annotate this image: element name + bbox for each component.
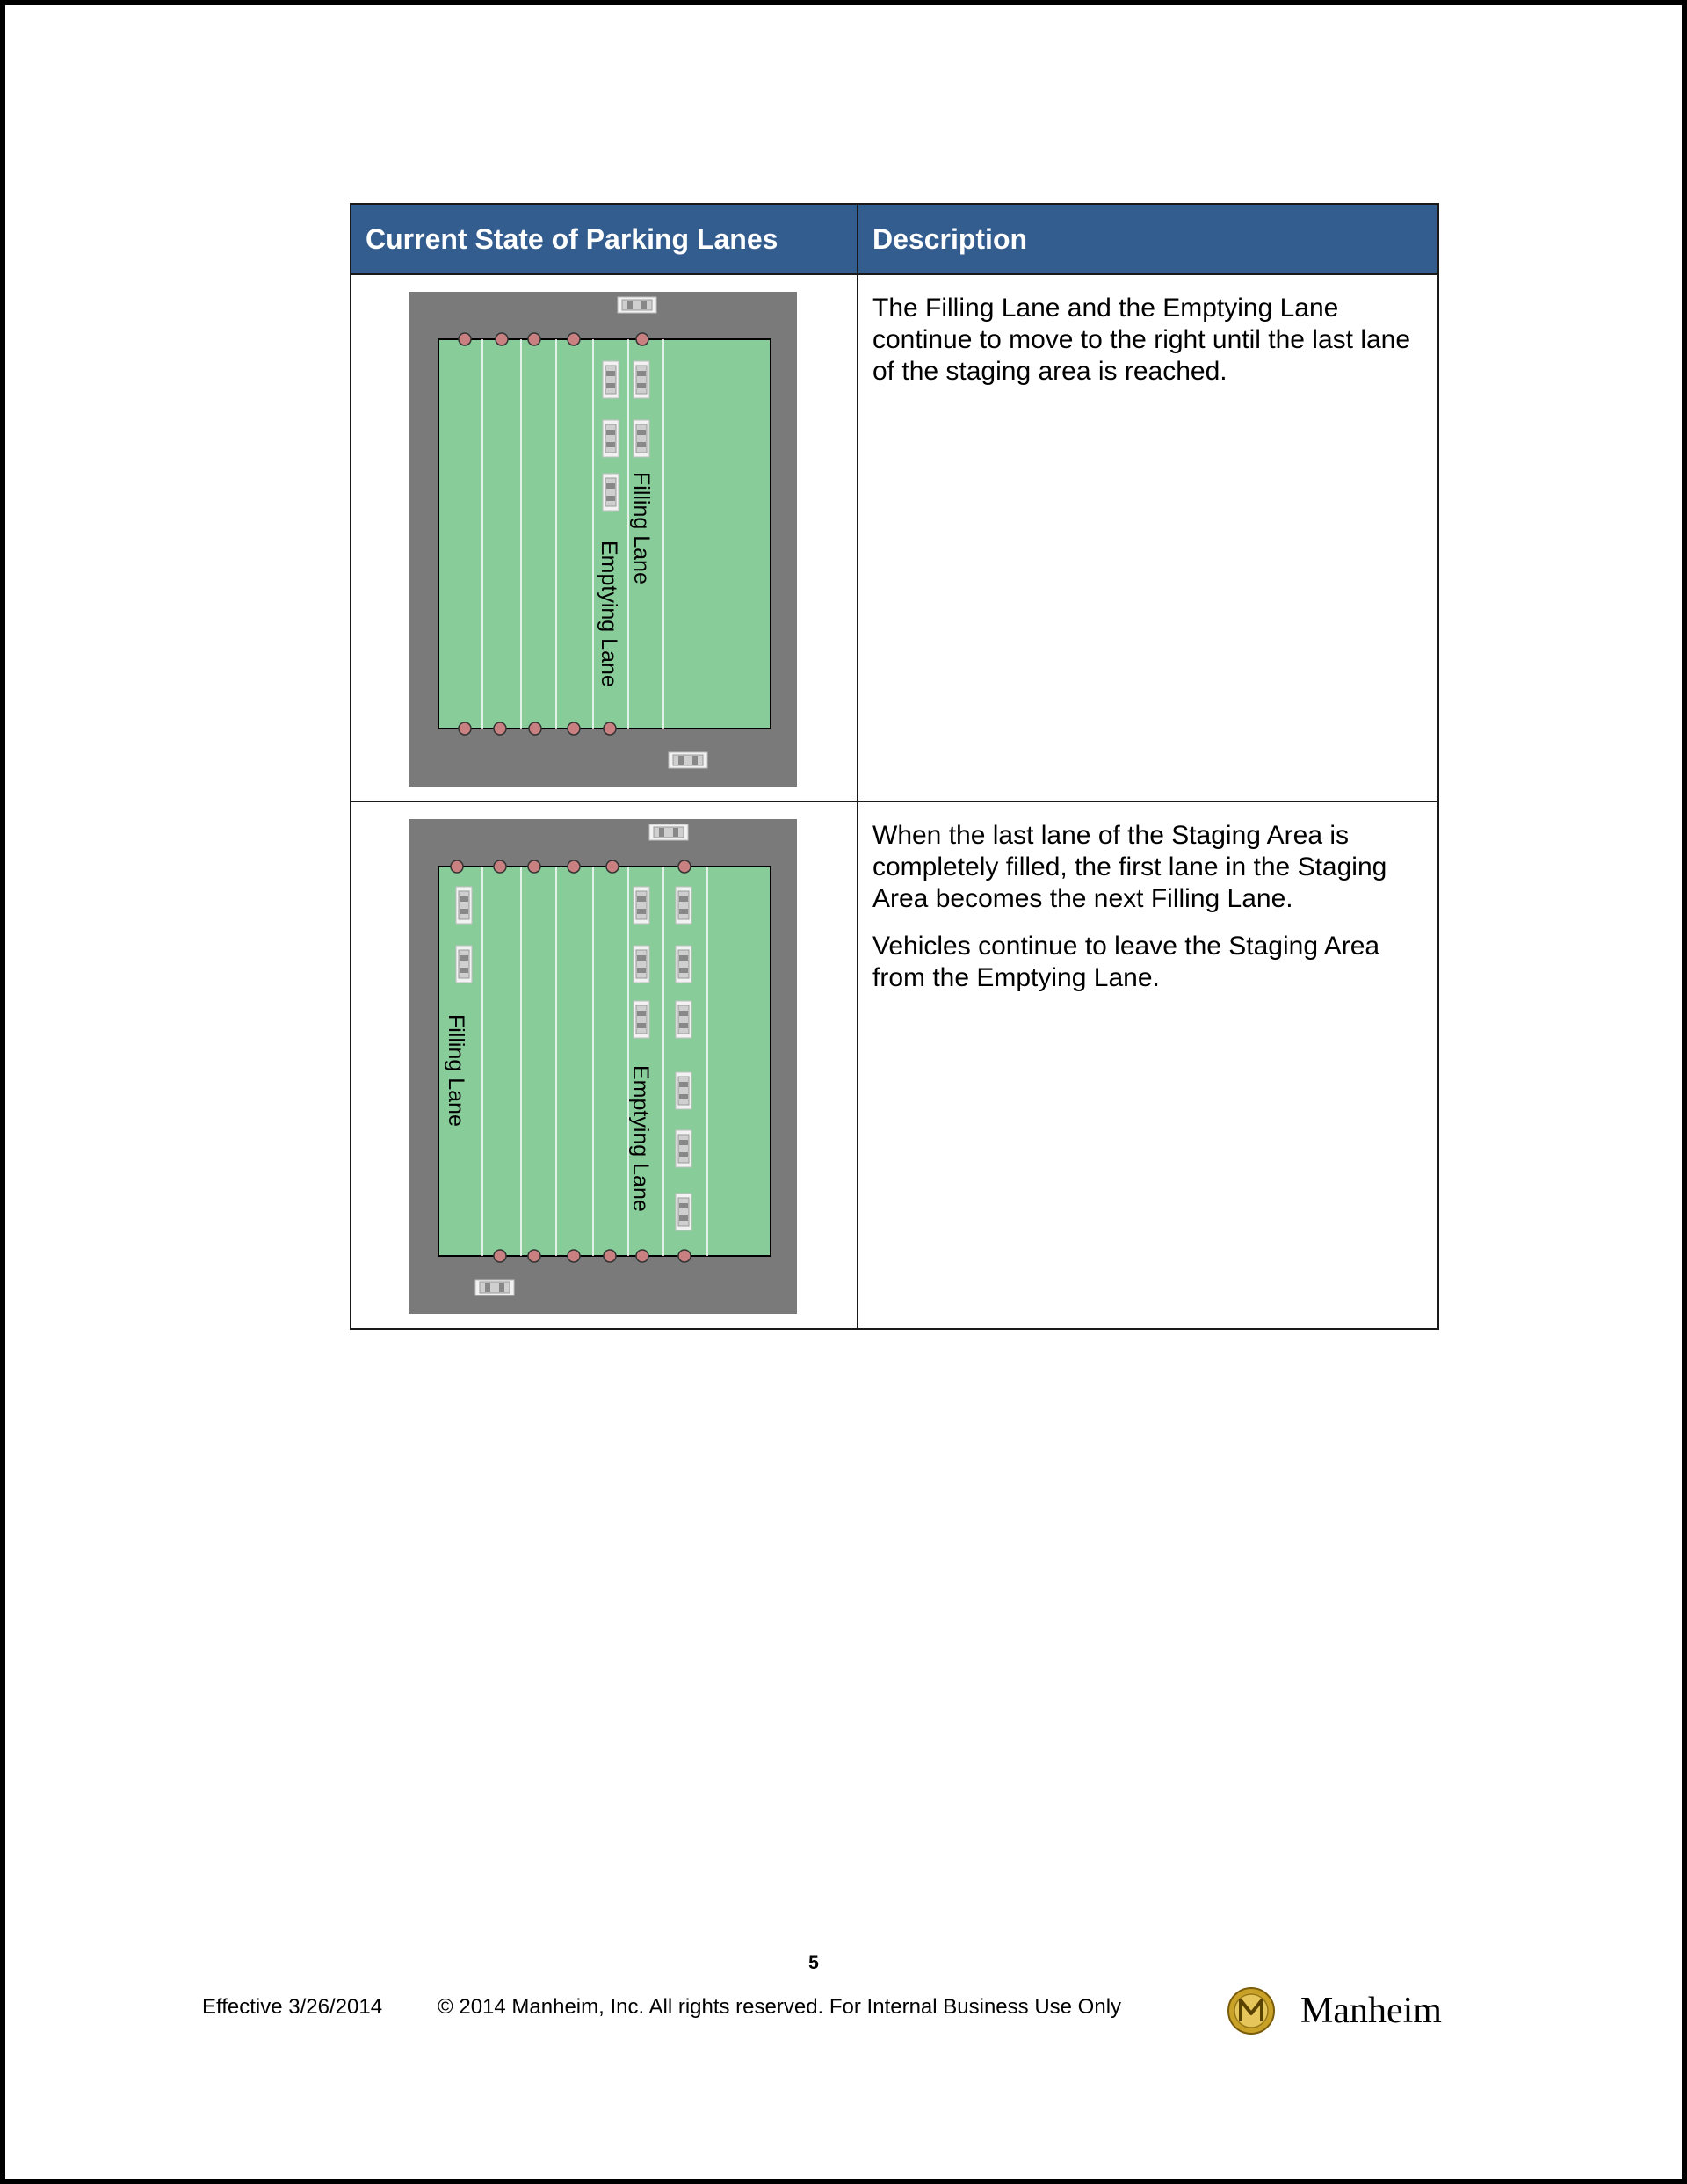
diagram-cell	[351, 274, 858, 802]
table-row	[351, 802, 1438, 1329]
description-cell	[858, 274, 1438, 802]
header-current-state: Current State of Parking Lanes	[351, 204, 858, 274]
table-header-row	[351, 204, 1438, 274]
description-cell	[858, 802, 1438, 1329]
filling-lane-label: Filling Lane	[629, 472, 654, 584]
description-text: When the last lane of the Staging Area is completely filled, the first lane in the Staging Area becomes the next Filling Lane.	[872, 821, 1387, 913]
diagram-cell	[351, 802, 858, 1329]
staging-area-diagram-2	[409, 819, 797, 1314]
footer-effective-date: Effective 3/26/2014	[202, 1995, 383, 2019]
staging-area	[438, 867, 771, 1256]
parking-lanes-table	[350, 203, 1439, 1330]
manheim-logo	[1227, 1984, 1442, 2037]
description-text: The Filling Lane and the Emptying Lane continue to move to the right until the last lane of the staging area is reached.	[872, 294, 1411, 386]
table-row	[351, 274, 1438, 802]
manheim-logo-text: Manheim	[1300, 1991, 1442, 2031]
staging-area-diagram-1	[409, 292, 797, 787]
manheim-emblem-icon	[1227, 1986, 1276, 2035]
page-number: 5	[808, 1953, 819, 1973]
footer-copyright: © 2014 Manheim, Inc. All rights reserved. For Internal Business Use Only	[438, 1995, 1122, 2019]
description-text: Vehicles continue to leave the Staging Area from the Emptying Lane.	[872, 932, 1380, 992]
emptying-lane-label: Emptying Lane	[628, 1065, 653, 1212]
filling-lane-label: Filling Lane	[444, 1014, 468, 1127]
header-description: Description	[858, 204, 1438, 274]
emptying-lane-label: Emptying Lane	[597, 541, 621, 687]
